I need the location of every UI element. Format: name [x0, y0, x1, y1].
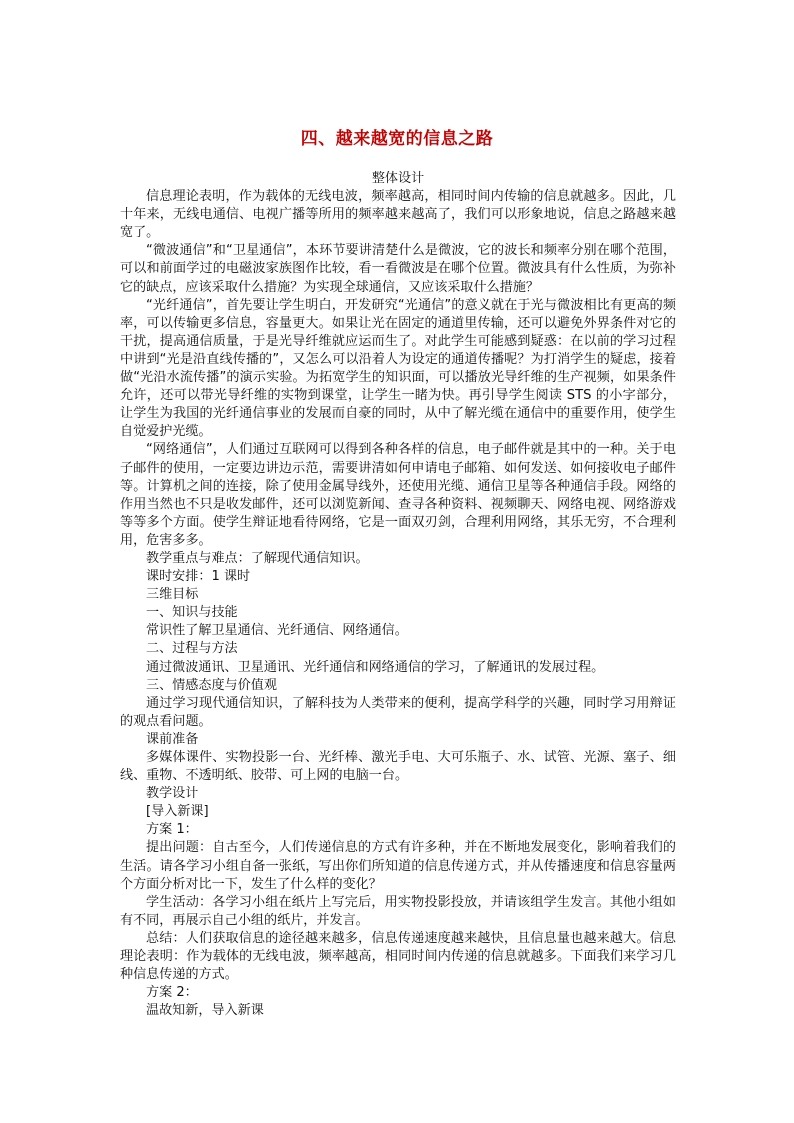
paragraph: 通过微波通讯、卫星通讯、光纤通信和网络通信的学习，了解通讯的发展过程。	[146, 659, 605, 675]
paragraph: [导入新课]	[146, 804, 209, 820]
paragraph: 三、情感态度与价值观	[146, 677, 277, 693]
paragraph: “网络通信”，人们通过互联网可以得到各种各样的信息，电子邮件就是其中的一种。关于电子邮件的使用，一定要边讲边示范，需要讲清如何申请电子邮箱、如何发送、如何接收电子邮件等。计算机之间的连接，除了使用金属导线外，还使用光缆、通信卫星等各种通信手段。网络的作用当然也不只是收发邮件，还可以浏览新闻、查寻各种资料、视频聊天、网络电视、网络游戏等等多个方面。使学生辩证地看待网络，它是一面双刃剑，合理利用网络，其乐无穷，不合理利用，危害多多。	[120, 442, 676, 548]
paragraph: 一、知识与技能	[146, 605, 238, 621]
section-heading: 整体设计	[371, 171, 425, 186]
paragraph: 二、过程与方法	[146, 641, 238, 657]
document-body	[120, 170, 676, 1020]
paragraph: 课前准备	[146, 731, 199, 747]
paragraph: 课时安排：1 课时	[146, 569, 251, 585]
paragraph: “微波通信”和“卫星通信”，本环节要讲清楚什么是微波，它的波长和频率分别在哪个范围，可以和前面学过的电磁波家族图作比较，看一看微波是在哪个位置。微波具有什么性质，为弥补它的缺点，应该采取什么措施？为实现全球通信，又应该采取什么措施？	[120, 243, 676, 295]
paragraph: 方案 1：	[146, 822, 198, 838]
paragraph: 教学重点与难点：了解现代通信知识。	[146, 550, 369, 566]
paragraph: 提出问题：自古至今，人们传递信息的方式有许多种，并在不断地发展变化，影响着我们的生活。请各学习小组自备一张纸，写出你们所知道的信息传递方式，并从传播速度和信息容量两个方面分析对比一下，发生了什么样的变化？	[120, 840, 676, 892]
paragraph: 通过学习现代通信知识，了解科技为人类带来的便利，提高学科学的兴趣，同时学习用辩证的观点看问题。	[120, 695, 676, 729]
paragraph: 常识性了解卫星通信、光纤通信、网络通信。	[146, 623, 408, 639]
paragraph: 温故知新，导入新课	[146, 1003, 264, 1019]
document-title: 四、越来越宽的信息之路	[300, 129, 494, 149]
paragraph: 总结：人们获取信息的途径越来越多，信息传递速度越来越快，且信息量也越来越大。信息理论表明：作为载体的无线电波，频率越高，相同时间内传递的信息就越多。下面我们来学习几种信息传递的方式。	[120, 930, 676, 983]
paragraph: 信息理论表明，作为载体的无线电波，频率越高，相同时间内传输的信息就越多。因此，几十年来，无线电通信、电视广播等所用的频率越来越高了，我们可以形象地说，信息之路越来越宽了。	[120, 189, 676, 241]
paragraph: 多媒体课件、实物投影一台、光纤棒、激光手电、大可乐瓶子、水、试管、光源、塞子、细线、重物、不透明纸、胶带、可上网的电脑一台。	[120, 750, 676, 784]
paragraph: 方案 2：	[146, 985, 198, 1001]
paragraph: 三维目标	[146, 587, 199, 603]
paragraph: 教学设计	[146, 786, 199, 802]
paragraph: 学生活动：各学习小组在纸片上写完后，用实物投影投放，并请该组学生发言。其他小组如有不同，再展示自己小组的纸片，并发言。	[120, 894, 676, 928]
paragraph: “光纤通信”，首先要让学生明白，开发研究“光通信”的意义就在于光与微波相比有更高的频率，可以传输更多信息，容量更大。如果让光在固定的通道里传输，还可以避免外界条件对它的干扰，提高通信质量，于是光导纤维就应运而生了。对此学生可能感到疑惑：在以前的学习过程中讲到“光是沿直线传播的”，又怎么可以沿着人为设定的通道传播呢？为打消学生的疑虑，接着做“光沿水流传播”的演示实验。为拓宽学生的知识面，可以播放光导纤维的生产视频，如果条件允许，还可以带光导纤维的实物到课堂，让学生一睹为快。再引导学生阅读 STS 的小字部分，让学生为我国的光纤通信事业的发展而自豪的同时，从中了解光缆在通信中的重要作用，使学生自觉爱护光缆。	[120, 297, 676, 440]
